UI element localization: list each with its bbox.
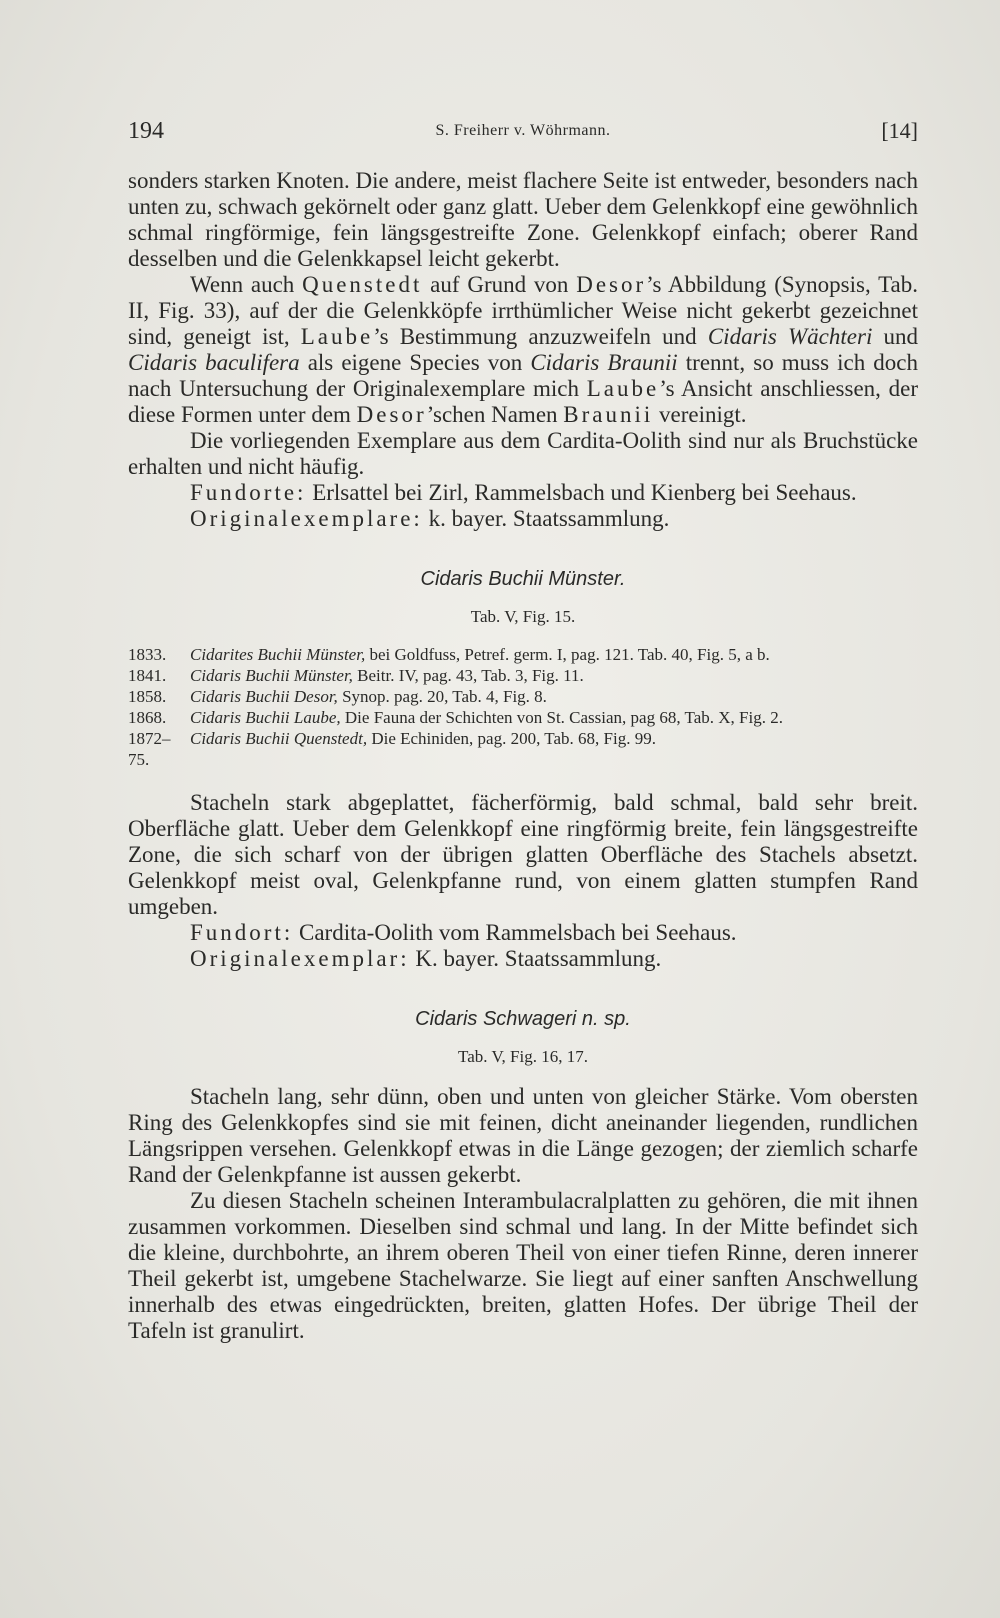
synonymy-name: Cidaris Buchii Münster, <box>190 666 353 685</box>
synonymy-reference: Beitr. IV, pag. 43, Tab. 3, Fig. 11. <box>352 666 584 685</box>
running-title: S. Freiherr v. Wöhrmann. <box>435 122 611 139</box>
synonymy-item <box>128 665 918 686</box>
localities-text: Erlsattel bei Zirl, Rammelsbach und Kienberg bei Seehaus. <box>306 480 857 505</box>
text-run: vereinigt. <box>653 402 747 427</box>
author-name: Laube <box>586 376 660 401</box>
paragraph-quenstedt <box>128 272 918 428</box>
synonymy-year: 1868. <box>128 708 167 727</box>
synonymy-reference: Die Fauna der Schichten von St. Cassian, pag 68, Tab. X, Fig. 2. <box>340 708 783 727</box>
synonymy-year: 1833. <box>128 645 167 664</box>
synonymy-reference: Die Echiniden, pag. 200, Tab. 68, Fig. 99. <box>367 729 656 748</box>
plate-reference: Tab. V, Fig. 15. <box>470 607 576 626</box>
text-run: Wenn auch <box>190 272 303 297</box>
synonymy-reference: Synop. pag. 20, Tab. 4, Fig. 8. <box>337 687 547 706</box>
text-run: ’schen Namen <box>426 402 564 427</box>
localities-label: Fundorte: <box>190 480 307 505</box>
species-description: Stacheln stark abgeplattet, fächerförmig, bald schmal, bald sehr breit. Oberfläche glatt. Ueber dem Gelenkkopf eine ringförmig breite, fein längsgestreifte Zone, die sich scharf von der übrigen glatten Oberfläche des Stachels absetzt. Gelenkkopf meist oval, Gelenkpfanne rund, von einem glatten stumpfen Rand umgeben. <box>128 790 918 919</box>
species-heading: Cidaris Buchii Münster. <box>420 568 626 590</box>
text-run: auf Grund von <box>422 272 577 297</box>
synonymy-text <box>190 644 918 665</box>
paragraph-interambulacral-plates: Zu diesen Stacheln scheinen Interambulacralplatten zu gehören, die mit ihnen zusammen vorkommen. Dieselben sind schmal und lang. In der Mitte befindet sich die kleine, durchbohrte, an ihrem oberen Theil von einer tiefen Rinne, deren innerer Theil gekerbt ist, umgebene Stachelwarze. Sie liegt auf einer sanften Anschwellung innerhalb des etwas eingedrückten, breiten, glatten Hofes. Der übrige Theil der Tafeln ist granulirt. <box>128 1188 918 1343</box>
species-description: Stacheln lang, sehr dünn, oben und unten von gleicher Stärke. Vom obersten Ring des Gelenkkopfes sind sie mit feinen, dicht aneinander liegenden, rundlichen Längsrippen versehen. Gelenkkopf etwas in die Länge gezogen; der ziemlich scharfe Rand der Gelenkpfanne ist aussen gekerbt. <box>128 1084 918 1187</box>
synonymy-text <box>190 707 918 728</box>
locality <box>128 920 918 946</box>
original-specimen-text: K. bayer. Staatssammlung. <box>409 946 662 971</box>
synonymy-name: Cidaris Buchii Quenstedt, <box>190 729 368 748</box>
plate-reference: Tab. V, Fig. 16, 17. <box>458 1047 588 1066</box>
text-run: ’s Bestimmung anzuzweifeln und <box>373 324 708 349</box>
text-run: als eigene Species von <box>299 350 531 375</box>
original-specimen <box>128 946 918 972</box>
synonymy-year: 1872–75. <box>128 729 171 769</box>
text-run: ’s Ansicht anschliessen, der diese Formen unter dem <box>128 376 918 427</box>
paragraph-continuation: sonders starken Knoten. Die andere, meist flachere Seite ist entweder, besonders nach unten zu, schwach gekörnelt oder ganz glatt. Ueber dem Gelenkkopf eine gewöhnlich schmal ringförmige, fein längsgestreifte Zone. Gelenkkopf einfach; oberer Rand desselben und die Gelenkkapsel leicht gekerbt. <box>128 168 918 271</box>
original-specimens <box>128 506 918 532</box>
original-specimens-text: k. bayer. Staatssammlung. <box>422 506 670 531</box>
author-name: Desor <box>576 272 647 297</box>
synonymy-text <box>190 665 918 686</box>
page-body <box>128 168 918 1344</box>
author-name: Braunii <box>563 402 654 427</box>
synonymy-item <box>128 686 918 707</box>
synonymy-list <box>128 644 918 770</box>
synonymy-year: 1841. <box>128 666 167 685</box>
synonymy-item <box>128 728 918 770</box>
text-run: und <box>872 324 918 349</box>
original-specimen-label: Originalexemplar: <box>190 946 410 971</box>
synonymy-year: 1858. <box>128 687 167 706</box>
text-run: trennt, so muss ich doch nach Untersuchung der Originalexemplare mich <box>128 350 919 401</box>
page-number: 194 <box>128 118 164 144</box>
species-name: Cidaris baculifera <box>128 350 300 375</box>
localities <box>128 480 918 506</box>
paragraph-fragments: Die vorliegenden Exemplare aus dem Cardita-Oolith sind nur als Bruchstücke erhalten und nicht häufig. <box>128 428 918 479</box>
text-run: ’s Abbildung (Synopsis, Tab. II, Fig. 33), auf der die Gelenkköpfe irrthümlicher Weise nicht gekerbt gezeichnet sind, geneigt ist, <box>128 272 918 349</box>
synonymy-item <box>128 707 918 728</box>
species-name: Cidaris Wächteri <box>707 324 873 349</box>
synonymy-name: Cidaris Buchii Laube, <box>190 708 341 727</box>
section-marker: [14] <box>881 118 918 143</box>
author-name: Laube <box>300 324 374 349</box>
original-specimens-label: Originalexemplare: <box>190 506 423 531</box>
species-heading: Cidaris Schwageri n. sp. <box>415 1008 631 1030</box>
synonymy-reference: bei Goldfuss, Petref. germ. I, pag. 121. Tab. 40, Fig. 5, a b. <box>365 645 770 664</box>
locality-label: Fundort: <box>190 920 294 945</box>
author-name: Desor <box>356 402 427 427</box>
synonymy-item <box>128 644 918 665</box>
synonymy-text <box>190 728 918 770</box>
synonymy-text <box>190 686 918 707</box>
species-name: Cidaris Braunii <box>530 350 678 375</box>
page-header <box>128 118 918 152</box>
synonymy-name: Cidaris Buchii Desor, <box>190 687 338 706</box>
locality-text: Cardita-Oolith vom Rammelsbach bei Seehaus. <box>293 920 737 945</box>
synonymy-name: Cidarites Buchii Münster, <box>190 645 366 664</box>
author-name: Quenstedt <box>302 272 423 297</box>
